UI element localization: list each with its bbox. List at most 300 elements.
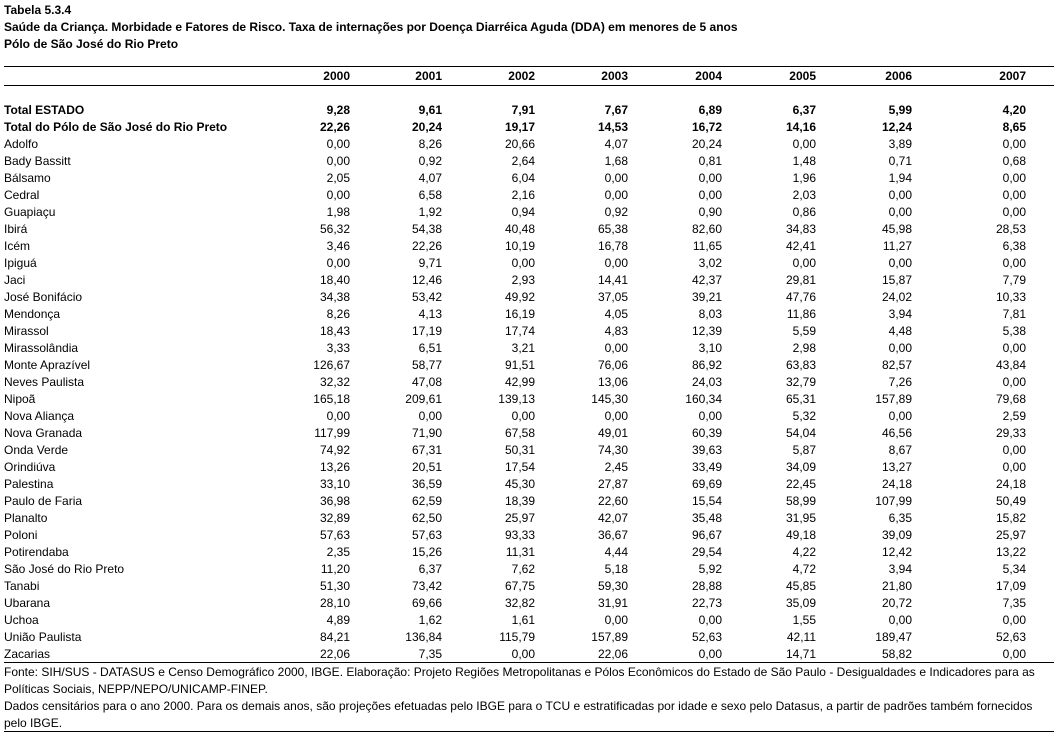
value-cell: 42,07: [597, 511, 628, 525]
total-row: [4, 119, 1026, 136]
value-cell: 7,67: [604, 103, 628, 117]
header-rule: [4, 85, 1054, 86]
data-table: [4, 68, 1026, 663]
value-cell: 5,99: [888, 103, 912, 117]
value-cell: 1,94: [888, 171, 912, 185]
row-label: Bady Bassitt: [4, 154, 71, 168]
value-cell: 0,00: [511, 256, 535, 270]
value-cell: 0,00: [888, 205, 912, 219]
value-cell: 4,89: [326, 613, 350, 627]
value-cell: 33,10: [319, 477, 350, 491]
row-label: Mirassolândia: [4, 341, 79, 355]
value-cell: 7,91: [511, 103, 535, 117]
value-cell: 86,92: [691, 358, 722, 372]
value-cell: 0,00: [888, 341, 912, 355]
value-cell: 0,00: [604, 409, 628, 423]
value-cell: 3,46: [326, 239, 350, 253]
value-cell: 42,41: [785, 239, 816, 253]
value-cell: 35,48: [691, 511, 722, 525]
value-cell: 6,38: [1002, 239, 1026, 253]
table-label: Tabela 5.3.4: [4, 3, 72, 17]
row-label: Nova Granada: [4, 426, 83, 440]
value-cell: 51,30: [319, 579, 350, 593]
table-row: [4, 493, 1026, 510]
table-title: Saúde da Criança. Morbidade e Fatores de Risco. Taxa de internações por Doença Diarréica Aguda (DDA) em menores de 5 anos: [4, 20, 738, 34]
value-cell: 32,79: [785, 375, 816, 389]
value-cell: 73,42: [411, 579, 442, 593]
value-cell: 17,54: [504, 460, 535, 474]
value-cell: 8,65: [1002, 120, 1026, 134]
value-cell: 42,37: [691, 273, 722, 287]
row-label: Planalto: [4, 511, 48, 525]
value-cell: 11,20: [320, 562, 350, 576]
value-cell: 22,73: [691, 596, 722, 610]
value-cell: 5,32: [792, 409, 816, 423]
value-cell: 22,45: [785, 477, 816, 491]
table-row: [4, 391, 1026, 408]
value-cell: 2,93: [511, 273, 535, 287]
value-cell: 5,87: [792, 443, 816, 457]
value-cell: 20,51: [411, 460, 442, 474]
value-cell: 4,13: [418, 307, 442, 321]
value-cell: 6,37: [418, 562, 442, 576]
table-row: [4, 136, 1026, 153]
value-cell: 4,07: [418, 171, 442, 185]
value-cell: 27,87: [597, 477, 628, 491]
top-rule: [4, 66, 1054, 67]
value-cell: 6,51: [418, 341, 442, 355]
value-cell: 36,59: [411, 477, 442, 491]
value-cell: 6,37: [792, 103, 816, 117]
value-cell: 139,13: [498, 392, 535, 406]
value-cell: 39,21: [691, 290, 722, 304]
value-cell: 25,97: [995, 528, 1026, 542]
value-cell: 7,35: [1002, 596, 1026, 610]
value-cell: 14,41: [597, 273, 628, 287]
table-row: [4, 578, 1026, 595]
row-label: Icém: [4, 239, 31, 253]
value-cell: 7,35: [418, 647, 442, 661]
value-cell: 0,00: [511, 409, 535, 423]
value-cell: 9,71: [418, 256, 442, 270]
value-cell: 10,19: [504, 239, 535, 253]
table-body: [4, 85, 1026, 663]
value-cell: 47,08: [411, 375, 442, 389]
value-cell: 107,99: [875, 494, 912, 508]
row-label: São José do Rio Preto: [4, 562, 125, 576]
value-cell: 52,63: [995, 630, 1026, 644]
value-cell: 17,09: [995, 579, 1026, 593]
value-cell: 0,00: [698, 409, 722, 423]
header-empty-cell: [4, 68, 286, 85]
value-cell: 45,85: [785, 579, 816, 593]
row-label: Nova Aliança: [4, 409, 75, 423]
value-cell: 0,00: [1002, 205, 1026, 219]
value-cell: 18,39: [504, 494, 535, 508]
value-cell: 9,61: [418, 103, 442, 117]
value-cell: 24,18: [995, 477, 1026, 491]
value-cell: 0,00: [1002, 188, 1026, 202]
value-cell: 93,33: [504, 528, 535, 542]
table-row: [4, 442, 1026, 459]
table-row: [4, 170, 1026, 187]
value-cell: 22,60: [597, 494, 628, 508]
bottom-rule: [4, 662, 1054, 663]
value-cell: 96,67: [691, 528, 722, 542]
value-cell: 84,21: [319, 630, 350, 644]
table-row: [4, 425, 1026, 442]
value-cell: 46,56: [881, 426, 912, 440]
data-note: Dados censitários para o ano 2000. Para os demais anos, são projeções efetuadas pelo IBGE para o TCU e estratificadas por idade e sexo pelo Datasus, a partir de padrões também fornecidos pelo IBGE.: [4, 699, 1033, 730]
value-cell: 9,28: [326, 103, 350, 117]
value-cell: 53,42: [411, 290, 442, 304]
table-row: [4, 187, 1026, 204]
value-cell: 54,38: [411, 222, 442, 236]
value-cell: 1,48: [792, 154, 816, 168]
value-cell: 37,05: [597, 290, 628, 304]
value-cell: 69,66: [411, 596, 442, 610]
value-cell: 59,30: [597, 579, 628, 593]
value-cell: 136,84: [405, 630, 442, 644]
value-cell: 34,09: [785, 460, 816, 474]
row-label: Guapiaçu: [4, 205, 56, 219]
value-cell: 34,38: [319, 290, 350, 304]
value-cell: 8,26: [326, 307, 350, 321]
row-label: Potirendaba: [4, 545, 69, 559]
value-cell: 16,19: [504, 307, 535, 321]
value-cell: 32,82: [504, 596, 535, 610]
value-cell: 7,62: [511, 562, 535, 576]
value-cell: 0,00: [698, 647, 722, 661]
value-cell: 1,61: [511, 613, 535, 627]
table-row: [4, 612, 1026, 629]
table-row: [4, 646, 1026, 663]
value-cell: 31,91: [597, 596, 628, 610]
value-cell: 47,76: [785, 290, 816, 304]
value-cell: 2,16: [511, 188, 535, 202]
value-cell: 49,18: [785, 528, 816, 542]
value-cell: 14,53: [597, 120, 628, 134]
value-cell: 0,00: [326, 256, 350, 270]
value-cell: 0,00: [888, 409, 912, 423]
value-cell: 6,58: [418, 188, 442, 202]
value-cell: 62,59: [411, 494, 442, 508]
value-cell: 0,00: [1002, 375, 1026, 389]
value-cell: 0,00: [1002, 256, 1026, 270]
value-cell: 157,89: [591, 630, 628, 644]
value-cell: 5,92: [698, 562, 722, 576]
value-cell: 58,99: [785, 494, 816, 508]
year-header: 2001: [415, 69, 442, 83]
row-label: Neves Paulista: [4, 375, 85, 389]
value-cell: 20,24: [411, 120, 442, 134]
value-cell: 34,83: [785, 222, 816, 236]
year-header: 2007: [999, 69, 1026, 83]
value-cell: 54,04: [785, 426, 816, 440]
value-cell: 0,90: [698, 205, 722, 219]
value-cell: 50,31: [504, 443, 535, 457]
value-cell: 8,67: [888, 443, 912, 457]
value-cell: 32,89: [319, 511, 350, 525]
value-cell: 5,38: [1002, 324, 1026, 338]
value-cell: 74,92: [319, 443, 350, 457]
value-cell: 0,00: [604, 188, 628, 202]
value-cell: 28,10: [319, 596, 350, 610]
value-cell: 29,54: [691, 545, 722, 559]
value-cell: 60,39: [691, 426, 722, 440]
row-label: União Paulista: [4, 630, 82, 644]
value-cell: 0,00: [1002, 460, 1026, 474]
value-cell: 21,80: [881, 579, 912, 593]
value-cell: 0,00: [792, 256, 816, 270]
value-cell: 3,33: [326, 341, 350, 355]
value-cell: 8,03: [698, 307, 722, 321]
value-cell: 65,38: [597, 222, 628, 236]
value-cell: 1,62: [418, 613, 442, 627]
value-cell: 17,19: [411, 324, 442, 338]
value-cell: 63,83: [785, 358, 816, 372]
value-cell: 50,49: [995, 494, 1026, 508]
value-cell: 15,26: [411, 545, 442, 559]
value-cell: 57,63: [411, 528, 442, 542]
value-cell: 3,10: [698, 341, 722, 355]
value-cell: 20,24: [691, 137, 722, 151]
spacer-row: [4, 85, 1026, 102]
table-header: [4, 2, 738, 53]
value-cell: 11,31: [505, 545, 535, 559]
value-cell: 20,66: [504, 137, 535, 151]
value-cell: 1,92: [418, 205, 442, 219]
value-cell: 0,71: [888, 154, 912, 168]
value-cell: 49,01: [597, 426, 628, 440]
value-cell: 24,02: [881, 290, 912, 304]
row-label: Adolfo: [4, 137, 39, 151]
value-cell: 145,30: [591, 392, 628, 406]
value-cell: 0,00: [1002, 341, 1026, 355]
value-cell: 76,06: [597, 358, 628, 372]
value-cell: 0,00: [888, 188, 912, 202]
value-cell: 4,05: [604, 307, 628, 321]
value-cell: 4,44: [604, 545, 628, 559]
value-cell: 56,32: [319, 222, 350, 236]
table-footer: [4, 664, 1052, 732]
value-cell: 0,00: [888, 613, 912, 627]
value-cell: 69,69: [691, 477, 722, 491]
value-cell: 2,03: [792, 188, 816, 202]
value-cell: 0,00: [326, 409, 350, 423]
value-cell: 12,39: [691, 324, 722, 338]
year-header: 2002: [508, 69, 535, 83]
table-row: [4, 476, 1026, 493]
table-row: [4, 629, 1026, 646]
value-cell: 10,33: [995, 290, 1026, 304]
value-cell: 62,50: [411, 511, 442, 525]
table-row: [4, 459, 1026, 476]
value-cell: 5,18: [604, 562, 628, 576]
table-row: [4, 561, 1026, 578]
row-label: Ibirá: [4, 222, 28, 236]
value-cell: 2,05: [326, 171, 350, 185]
value-cell: 2,45: [604, 460, 628, 474]
value-cell: 43,84: [995, 358, 1026, 372]
value-cell: 11,86: [786, 307, 816, 321]
value-cell: 0,00: [698, 171, 722, 185]
value-cell: 42,11: [786, 630, 816, 644]
value-cell: 0,00: [1002, 137, 1026, 151]
value-cell: 2,64: [511, 154, 535, 168]
value-cell: 35,09: [785, 596, 816, 610]
table-row: [4, 306, 1026, 323]
value-cell: 0,00: [1002, 647, 1026, 661]
row-label: Total do Pólo de São José do Rio Preto: [4, 120, 228, 134]
value-cell: 14,71: [785, 647, 816, 661]
value-cell: 22,26: [411, 239, 442, 253]
value-cell: 39,63: [691, 443, 722, 457]
value-cell: 25,97: [504, 511, 535, 525]
value-cell: 67,31: [411, 443, 442, 457]
value-cell: 0,00: [698, 188, 722, 202]
row-label: Mendonça: [4, 307, 61, 321]
value-cell: 12,42: [881, 545, 912, 559]
value-cell: 36,98: [319, 494, 350, 508]
value-cell: 1,68: [604, 154, 628, 168]
value-cell: 40,48: [504, 222, 535, 236]
value-cell: 0,00: [604, 256, 628, 270]
row-label: Ipiguá: [4, 256, 37, 270]
value-cell: 3,02: [698, 256, 722, 270]
table-row: [4, 544, 1026, 561]
value-cell: 15,82: [995, 511, 1026, 525]
value-cell: 11,27: [882, 239, 912, 253]
value-cell: 4,07: [604, 137, 628, 151]
value-cell: 31,95: [785, 511, 816, 525]
value-cell: 42,99: [504, 375, 535, 389]
value-cell: 29,33: [995, 426, 1026, 440]
value-cell: 5,59: [792, 324, 816, 338]
row-label: Tanabi: [4, 579, 40, 593]
value-cell: 0,00: [326, 188, 350, 202]
value-cell: 16,78: [597, 239, 628, 253]
row-label: Cedral: [4, 188, 40, 202]
table-row: [4, 527, 1026, 544]
value-cell: 22,06: [597, 647, 628, 661]
row-label: Zacarias: [4, 647, 51, 661]
value-cell: 28,53: [995, 222, 1026, 236]
value-cell: 1,55: [792, 613, 816, 627]
table-row: [4, 272, 1026, 289]
row-label: Total ESTADO: [4, 103, 85, 117]
value-cell: 117,99: [314, 426, 350, 440]
table-row: [4, 204, 1026, 221]
value-cell: 33,49: [691, 460, 722, 474]
value-cell: 15,87: [881, 273, 912, 287]
value-cell: 3,89: [888, 137, 912, 151]
year-header: 2004: [695, 69, 722, 83]
row-label: Uchoa: [4, 613, 39, 627]
value-cell: 157,89: [875, 392, 912, 406]
value-cell: 29,81: [785, 273, 816, 287]
value-cell: 12,24: [881, 120, 912, 134]
year-header: 2000: [323, 69, 350, 83]
value-cell: 16,72: [691, 120, 722, 134]
value-cell: 17,74: [504, 324, 535, 338]
row-label: Nipoã: [4, 392, 36, 406]
value-cell: 67,75: [504, 579, 535, 593]
value-cell: 0,92: [418, 154, 442, 168]
value-cell: 0,00: [511, 647, 535, 661]
value-cell: 0,00: [1002, 443, 1026, 457]
value-cell: 71,90: [411, 426, 442, 440]
value-cell: 36,67: [597, 528, 628, 542]
value-cell: 22,26: [319, 120, 350, 134]
row-label: Jaci: [4, 273, 26, 287]
value-cell: 0,00: [604, 613, 628, 627]
value-cell: 65,31: [785, 392, 816, 406]
value-cell: 0,00: [698, 613, 722, 627]
value-cell: 165,18: [313, 392, 350, 406]
value-cell: 3,94: [888, 307, 912, 321]
table-row: [4, 289, 1026, 306]
value-cell: 82,57: [881, 358, 912, 372]
value-cell: 6,89: [698, 103, 722, 117]
value-cell: 74,30: [597, 443, 628, 457]
value-cell: 0,00: [326, 154, 350, 168]
table-row: [4, 255, 1026, 272]
value-cell: 0,00: [888, 256, 912, 270]
value-cell: 79,68: [995, 392, 1026, 406]
value-cell: 49,92: [504, 290, 535, 304]
value-cell: 18,43: [319, 324, 350, 338]
table-row: [4, 374, 1026, 391]
value-cell: 3,94: [888, 562, 912, 576]
value-cell: 6,04: [511, 171, 535, 185]
value-cell: 4,83: [604, 324, 628, 338]
value-cell: 13,22: [995, 545, 1026, 559]
value-cell: 115,79: [499, 630, 535, 644]
table-row: [4, 221, 1026, 238]
table-row: [4, 238, 1026, 255]
table-subtitle: Pólo de São José do Rio Preto: [4, 37, 179, 51]
year-header: 2006: [885, 69, 912, 83]
table-row: [4, 153, 1026, 170]
value-cell: 3,21: [511, 341, 535, 355]
value-cell: 20,72: [881, 596, 912, 610]
row-label: Paulo de Faria: [4, 494, 83, 508]
value-cell: 32,32: [319, 375, 350, 389]
year-header: 2005: [789, 69, 816, 83]
row-label: Monte Aprazível: [4, 358, 91, 372]
value-cell: 11,65: [692, 239, 722, 253]
value-cell: 57,63: [319, 528, 350, 542]
year-header-row: [4, 68, 1026, 85]
value-cell: 13,06: [597, 375, 628, 389]
row-label: Palestina: [4, 477, 54, 491]
value-cell: 82,60: [691, 222, 722, 236]
value-cell: 126,67: [313, 358, 350, 372]
value-cell: 1,98: [326, 205, 350, 219]
value-cell: 2,98: [792, 341, 816, 355]
value-cell: 4,72: [792, 562, 816, 576]
row-label: Onda Verde: [4, 443, 69, 457]
value-cell: 45,98: [881, 222, 912, 236]
value-cell: 0,00: [326, 137, 350, 151]
value-cell: 58,77: [411, 358, 442, 372]
value-cell: 160,34: [685, 392, 722, 406]
value-cell: 0,81: [698, 154, 722, 168]
value-cell: 52,63: [691, 630, 722, 644]
row-label: Bálsamo: [4, 171, 51, 185]
row-label: Mirassol: [4, 324, 49, 338]
